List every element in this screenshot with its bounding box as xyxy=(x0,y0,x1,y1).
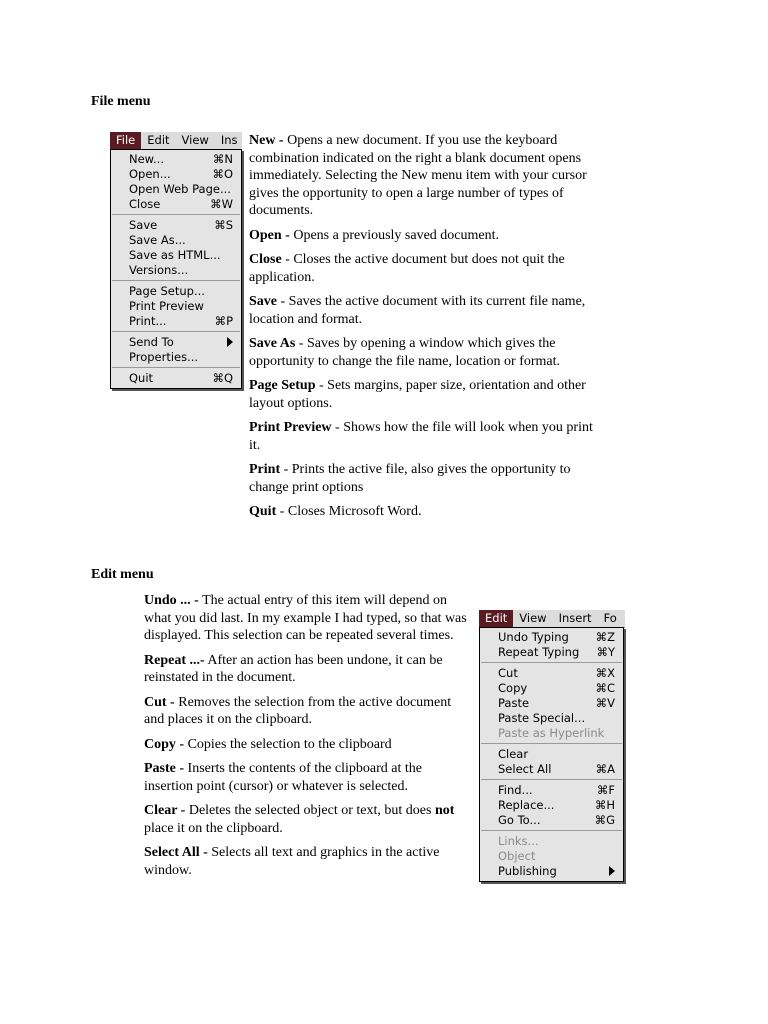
menu-item-quit[interactable] xyxy=(111,371,241,386)
menu-item-shortcut: ⌘F xyxy=(596,783,615,797)
description-emphasis: not xyxy=(434,803,455,818)
menu-item-undo-typing[interactable] xyxy=(480,630,623,645)
menu-item-new[interactable] xyxy=(111,152,241,167)
edit-menu-heading: Edit menu xyxy=(91,567,154,582)
menu-item-label: Print... xyxy=(129,314,167,328)
menu-item-open-web-page[interactable] xyxy=(111,182,241,197)
menu-item-shortcut: ⌘Z xyxy=(595,630,615,644)
description-text: Removes the selection from the active document and places it on the clipboard. xyxy=(144,694,452,727)
menu-item-label: Print Preview xyxy=(129,299,204,313)
menu-item-go-to[interactable] xyxy=(480,813,623,828)
menu-item-label: Versions... xyxy=(129,263,189,277)
menu-item-label: Select All xyxy=(498,762,552,776)
description-cut xyxy=(144,694,469,729)
menu-item-shortcut: ⌘G xyxy=(594,813,615,827)
description-term: Print Preview xyxy=(249,420,332,435)
menu-item-label: Paste Special... xyxy=(498,711,586,725)
description-text: - Closes the active document but does not quit the application. xyxy=(249,252,565,285)
menu-item-label: Replace... xyxy=(498,798,555,812)
file-dropdown xyxy=(110,149,242,389)
edit-menubar xyxy=(479,610,625,628)
menu-item-label: Save xyxy=(129,218,158,232)
menu-separator xyxy=(481,743,622,744)
edit-dropdown xyxy=(479,627,624,882)
menubar-insert[interactable]: Insert xyxy=(558,611,592,625)
description-save-as xyxy=(249,335,599,370)
menu-item-label: Send To xyxy=(129,335,174,349)
menu-item-label: Save as HTML... xyxy=(129,248,221,262)
file-menu-heading: File menu xyxy=(91,94,151,109)
menu-separator xyxy=(481,830,622,831)
description-term: Open - xyxy=(249,227,290,243)
menu-item-properties[interactable] xyxy=(111,350,241,365)
file-menu-screenshot xyxy=(110,132,242,385)
edit-descriptions xyxy=(144,592,469,886)
edit-menu-screenshot xyxy=(479,610,625,878)
menu-item-label: Save As... xyxy=(129,233,186,247)
menu-item-label: Copy xyxy=(498,681,528,695)
menubar-edit[interactable]: Edit xyxy=(147,133,170,147)
menu-item-select-all[interactable] xyxy=(480,762,623,777)
menu-item-print[interactable] xyxy=(111,314,241,329)
menu-item-find[interactable] xyxy=(480,783,623,798)
description-term: Close xyxy=(249,252,282,267)
menu-item-print-preview[interactable] xyxy=(111,299,241,314)
menu-item-shortcut: ⌘S xyxy=(214,218,233,232)
menu-item-shortcut: ⌘W xyxy=(210,197,233,211)
description-text: Opens a previously saved document. xyxy=(289,227,500,243)
menu-item-label: Close xyxy=(129,197,161,211)
description-open xyxy=(249,227,599,245)
description-term: Cut - xyxy=(144,694,175,710)
menu-item-label: New... xyxy=(129,152,164,166)
description-clear xyxy=(144,802,469,837)
description-term: Repeat ...- xyxy=(144,652,205,668)
description-text: The actual entry of this item will depend on what you did last. In my example I had typed, so that was displayed. This selection can be repeated several times. xyxy=(144,593,467,643)
menu-item-repeat-typing[interactable] xyxy=(480,645,623,660)
menu-item-save-as-html[interactable] xyxy=(111,248,241,263)
description-close xyxy=(249,251,599,286)
menu-item-label: Find... xyxy=(498,783,533,797)
menu-item-shortcut: ⌘N xyxy=(212,152,233,166)
description-term: New - xyxy=(249,133,284,148)
menu-item-publishing[interactable] xyxy=(480,864,623,879)
description-term: Print xyxy=(249,462,281,477)
menubar-format[interactable]: Fo xyxy=(603,611,617,625)
menu-item-object xyxy=(480,849,623,864)
description-print xyxy=(249,461,599,496)
description-term: Clear - xyxy=(144,803,186,818)
menu-separator xyxy=(481,779,622,780)
menu-item-cut[interactable] xyxy=(480,666,623,681)
menu-item-replace[interactable] xyxy=(480,798,623,813)
menu-item-save[interactable] xyxy=(111,218,241,233)
description-term: Undo ... - xyxy=(144,593,199,608)
description-term: Save As xyxy=(249,336,296,351)
menu-item-label: Quit xyxy=(129,371,154,385)
file-menubar xyxy=(110,132,242,150)
menu-item-copy[interactable] xyxy=(480,681,623,696)
menu-item-send-to[interactable] xyxy=(111,335,241,350)
description-select-all xyxy=(144,844,469,879)
menu-item-page-setup[interactable] xyxy=(111,284,241,299)
menu-item-shortcut: ⌘A xyxy=(595,762,615,776)
description-repeat xyxy=(144,652,469,687)
menu-item-shortcut: ⌘Q xyxy=(212,371,233,385)
menu-item-save-as[interactable] xyxy=(111,233,241,248)
menubar-insert[interactable]: Ins xyxy=(220,133,238,147)
description-text: Opens a new document. If you use the keyboard combination indicated on the right a blank document opens immediately. Selecting the New menu item with your cursor gives the opportunity to open a large number of types of documents. xyxy=(249,133,587,218)
menu-item-label: Page Setup... xyxy=(129,284,205,298)
description-text: Deletes the selected object or text, but does xyxy=(185,803,435,818)
menu-item-label: Go To... xyxy=(498,813,541,827)
menu-item-shortcut: ⌘C xyxy=(595,681,615,695)
menu-item-label: Publishing xyxy=(498,864,557,878)
menu-item-shortcut: ⌘Y xyxy=(596,645,615,659)
menu-item-open[interactable] xyxy=(111,167,241,182)
menu-item-paste-as-hyperlink xyxy=(480,726,623,741)
description-term: Copy - xyxy=(144,736,185,752)
menu-item-label: Clear xyxy=(498,747,529,761)
description-print-preview xyxy=(249,419,599,454)
menubar-edit[interactable]: Edit xyxy=(479,610,513,627)
description-text: Selects all text and graphics in the active window. xyxy=(144,845,440,878)
description-term: Page Setup xyxy=(249,378,316,393)
description-text: - Closes Microsoft Word. xyxy=(276,504,422,519)
menu-item-clear[interactable] xyxy=(480,747,623,762)
menu-item-label: Object xyxy=(498,849,536,863)
menu-item-label: Paste xyxy=(498,696,530,710)
menu-separator xyxy=(112,214,240,215)
description-text: Inserts the contents of the clipboard at the insertion point (cursor) or whatever is selected. xyxy=(144,761,422,794)
menu-item-shortcut: ⌘X xyxy=(595,666,615,680)
file-descriptions xyxy=(249,132,599,528)
description-text: - Prints the active file, also gives the opportunity to change print options xyxy=(249,462,571,495)
description-page-setup xyxy=(249,377,599,412)
description-text: - Sets margins, paper size, orientation and other layout options. xyxy=(249,378,586,411)
menu-item-paste[interactable] xyxy=(480,696,623,711)
description-text: - Saves the active document with its current file name, location and format. xyxy=(249,294,586,327)
description-term: Paste - xyxy=(144,761,185,776)
description-new xyxy=(249,132,599,220)
menu-item-shortcut: ⌘P xyxy=(214,314,233,328)
description-save xyxy=(249,293,599,328)
menu-item-label: Links... xyxy=(498,834,539,848)
menu-item-label: Open Web Page... xyxy=(129,182,231,196)
menu-item-label: Open... xyxy=(129,167,171,181)
menu-item-close[interactable] xyxy=(111,197,241,212)
menu-item-label: Paste as Hyperlink xyxy=(498,726,605,740)
description-term: Select All - xyxy=(144,845,208,860)
menu-item-shortcut: ⌘V xyxy=(595,696,615,710)
menu-item-label: Properties... xyxy=(129,350,199,364)
description-quit xyxy=(249,503,599,521)
description-term: Quit xyxy=(249,504,277,519)
description-text: - Saves by opening a window which gives the opportunity to change the file name, location or format. xyxy=(249,336,561,369)
menu-separator xyxy=(112,331,240,332)
menu-separator xyxy=(112,280,240,281)
menu-item-links xyxy=(480,834,623,849)
menu-item-label: Cut xyxy=(498,666,518,680)
menu-separator xyxy=(112,367,240,368)
menu-item-label: Repeat Typing xyxy=(498,645,580,659)
menu-item-label: Undo Typing xyxy=(498,630,569,644)
description-undo xyxy=(144,592,469,645)
menubar-view[interactable]: View xyxy=(519,611,547,625)
menu-item-shortcut: ⌘O xyxy=(212,167,233,181)
description-copy xyxy=(144,736,469,754)
menu-item-paste-special[interactable] xyxy=(480,711,623,726)
submenu-arrow-icon xyxy=(227,337,233,347)
menu-separator xyxy=(481,662,622,663)
description-term: Save xyxy=(249,294,277,309)
description-paste xyxy=(144,760,469,795)
description-text: - Shows how the file will look when you print it. xyxy=(249,420,593,453)
menubar-view[interactable]: View xyxy=(181,133,209,147)
menubar-file[interactable]: File xyxy=(110,132,141,149)
menu-item-versions[interactable] xyxy=(111,263,241,278)
menu-item-shortcut: ⌘H xyxy=(594,798,615,812)
description-text: Copies the selection to the clipboard xyxy=(184,736,392,752)
description-text: After an action has been undone, it can be reinstated in the document. xyxy=(144,652,443,685)
description-text: place it on the clipboard. xyxy=(144,820,283,836)
submenu-arrow-icon xyxy=(609,866,615,876)
